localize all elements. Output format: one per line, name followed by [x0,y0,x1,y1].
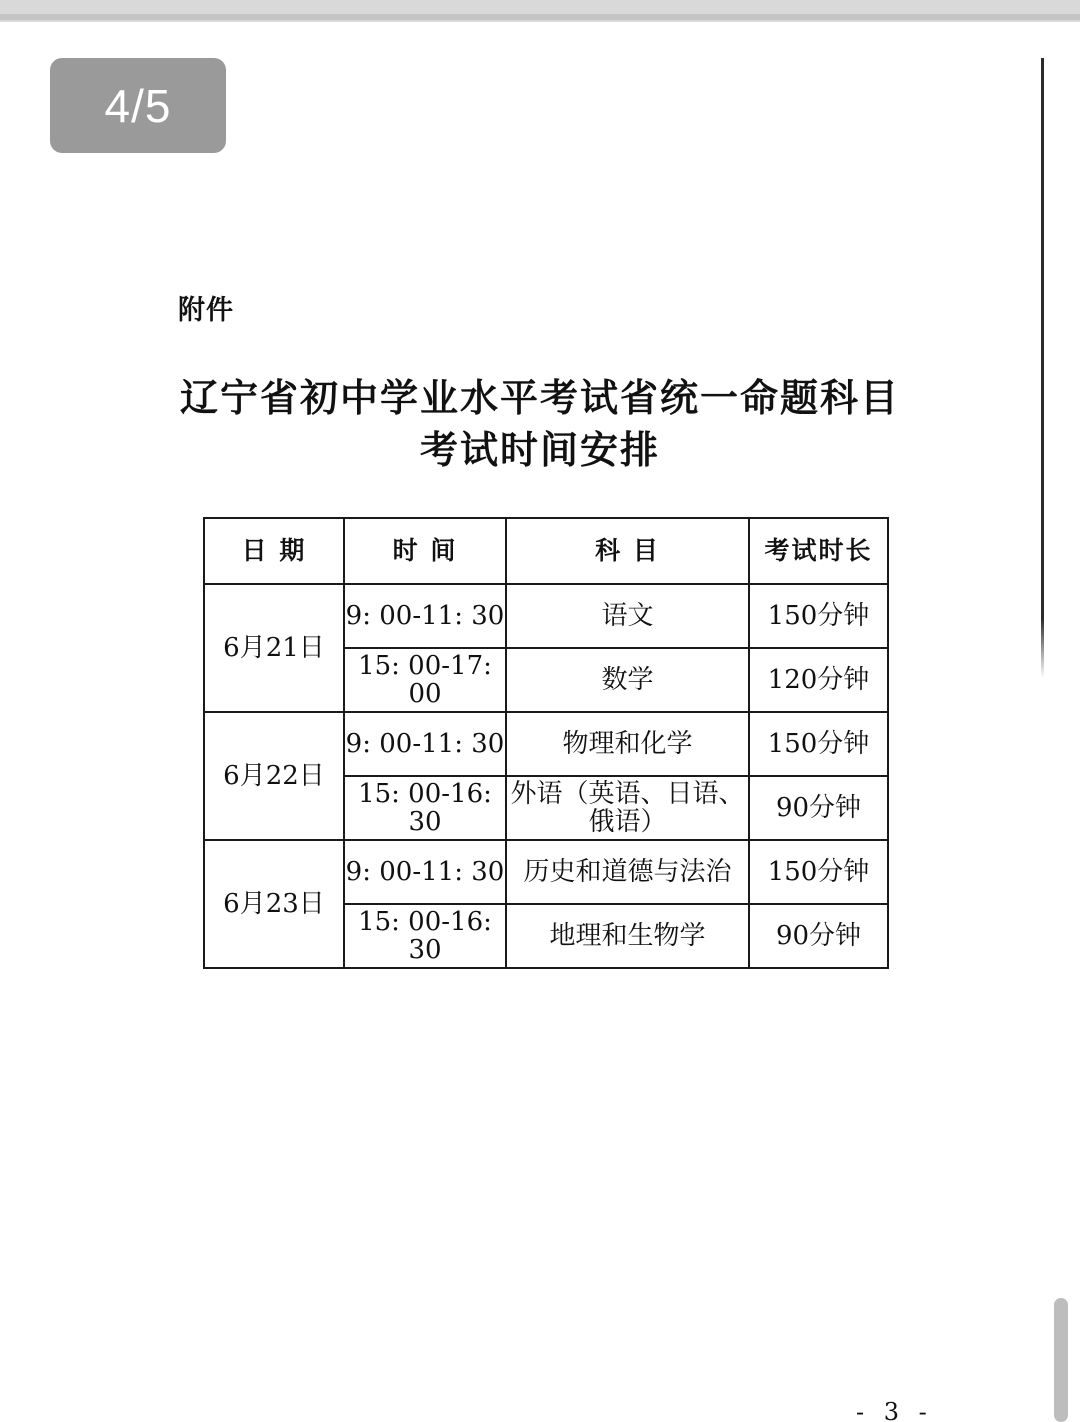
top-status-strip [0,0,1080,22]
duration-cell: 90分钟 [749,904,888,968]
header-duration: 考试时长 [749,518,888,584]
document-title [120,372,960,476]
duration-cell: 90分钟 [749,776,888,840]
subject-cell: 历史和道德与法治 [506,840,749,904]
top-status-strip-edge [0,14,1080,20]
time-cell: 9: 00-11: 30 [344,840,506,904]
subject-cell: 物理和化学 [506,712,749,776]
duration-cell: 150分钟 [749,584,888,648]
header-date: 日 期 [204,518,344,584]
exam-schedule-table [203,517,889,969]
header-time: 时 间 [344,518,506,584]
page-indicator-badge: 4/5 [50,58,226,153]
subject-cell: 外语（英语、日语、俄语） [506,776,749,840]
page-edge-line [1041,58,1044,618]
vertical-scrollbar[interactable] [1054,1298,1068,1422]
document-title-line-1: 辽宁省初中学业水平考试省统一命题科目 [179,376,900,420]
document-title-line-2: 考试时间安排 [419,428,660,472]
table-row [204,712,888,776]
page-edge-line-fade [1041,618,1044,678]
subject-cell: 数学 [506,648,749,712]
table-row [204,840,888,904]
duration-cell: 150分钟 [749,840,888,904]
time-cell: 9: 00-11: 30 [344,712,506,776]
time-cell: 15: 00-16: 30 [344,776,506,840]
time-cell: 9: 00-11: 30 [344,584,506,648]
time-cell: 15: 00-17: 00 [344,648,506,712]
duration-cell: 120分钟 [749,648,888,712]
page-number: - 3 - [856,1398,933,1422]
time-cell: 15: 00-16: 30 [344,904,506,968]
header-subject: 科 目 [506,518,749,584]
attachment-label: 附件 [178,295,234,326]
table-row [204,584,888,648]
date-cell: 6月22日 [204,712,344,840]
subject-cell: 语文 [506,584,749,648]
duration-cell: 150分钟 [749,712,888,776]
subject-cell: 地理和生物学 [506,904,749,968]
date-cell: 6月21日 [204,584,344,712]
date-cell: 6月23日 [204,840,344,968]
table-header-row [204,518,888,584]
